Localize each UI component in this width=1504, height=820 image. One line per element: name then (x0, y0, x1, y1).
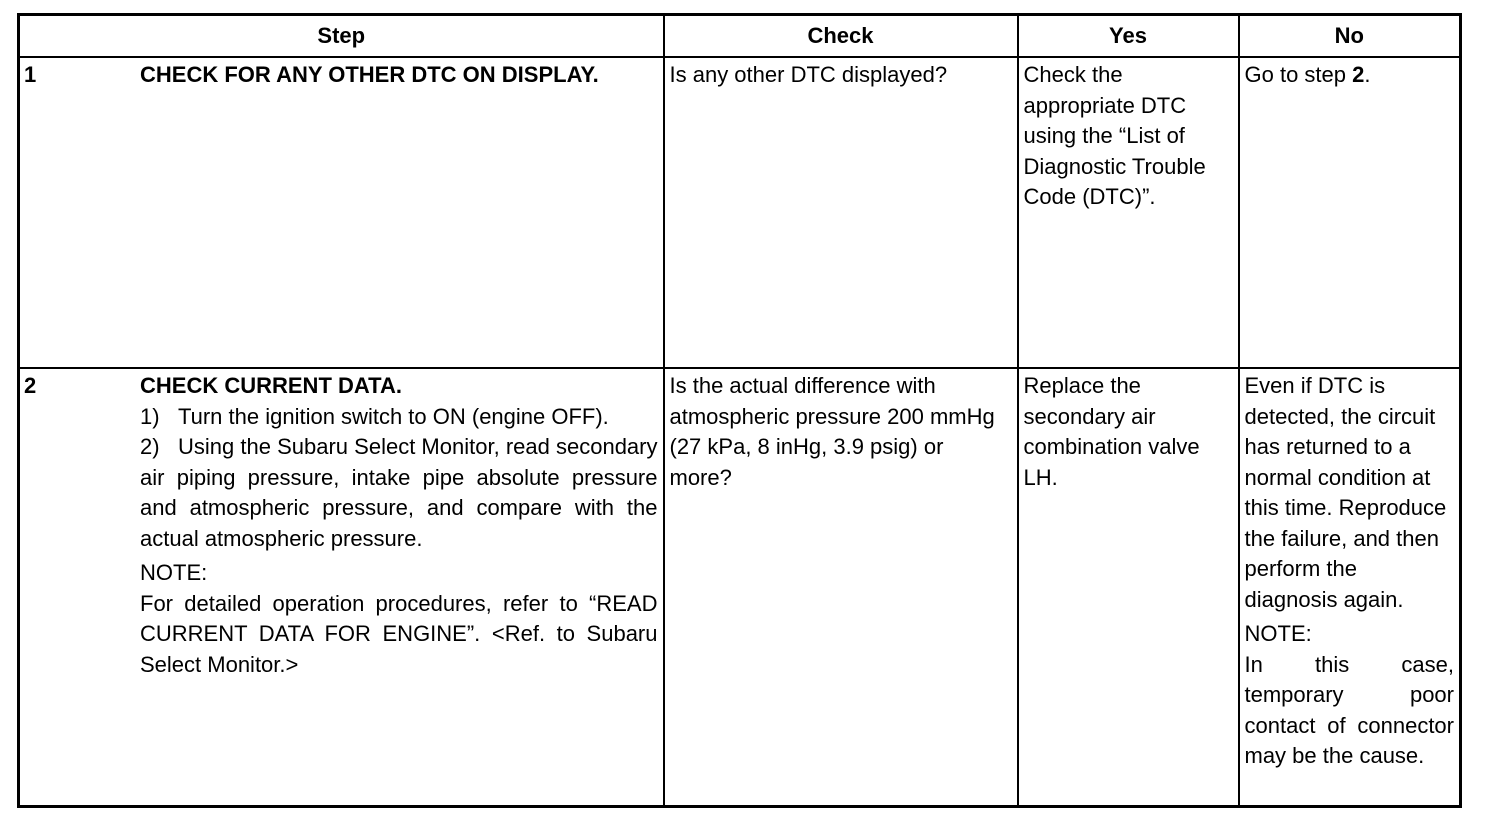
substep-text: Using the Subaru Select Monitor, read secondary air piping pressure, intake pipe absolute pressure and atmospheric pressure, and compare with the actual atmospheric pressure. (140, 434, 658, 551)
check-cell (664, 368, 1018, 806)
no-cell (1239, 368, 1461, 806)
no-text: Even if DTC is detected, the circuit has returned to a normal condition at this time. Reproduce the failure, and then perform the diagnosis again. (1244, 373, 1447, 612)
diagnostic-table (17, 13, 1462, 808)
yes-text: Replace the secondary air combination valve LH. (1023, 373, 1200, 490)
step-cell (19, 57, 664, 368)
substep-text: Turn the ignition switch to ON (engine OFF). (178, 403, 609, 429)
step-number: 1 (24, 62, 37, 87)
note-label: NOTE: (140, 560, 208, 585)
substep-number: 2) (140, 434, 160, 459)
no-note-label: NOTE: (1244, 621, 1312, 646)
step-title: CHECK CURRENT DATA. (140, 373, 402, 398)
column-header-yes: Yes (1018, 15, 1239, 58)
no-step-reference: 2 (1352, 62, 1365, 87)
no-text-prefix: Go to step (1244, 62, 1353, 87)
note-text: For detailed operation procedures, refer to “READ CURRENT DATA FOR ENGINE”. <Ref. to Subaru Select Monitor.> (140, 590, 658, 677)
step-number: 2 (24, 373, 37, 398)
yes-cell (1018, 57, 1239, 368)
no-note-text: In this case, temporary poor contact of connector may be the cause. (1244, 651, 1454, 768)
substep (140, 432, 658, 554)
table-row (19, 57, 1461, 368)
check-text: Is the actual difference with atmospheric pressure 200 mmHg (27 kPa, 8 inHg, 3.9 psig) or more? (669, 373, 995, 490)
yes-cell (1018, 368, 1239, 806)
substep (140, 402, 658, 433)
column-header-step: Step (19, 15, 664, 58)
no-text-suffix: . (1364, 62, 1371, 87)
step-cell (19, 368, 664, 806)
no-cell (1239, 57, 1461, 368)
yes-text: Check the appropriate DTC using the “List of Diagnostic Trouble Code (DTC)”. (1023, 62, 1206, 209)
substep-number: 1) (140, 403, 160, 429)
check-text: Is any other DTC displayed? (669, 62, 948, 87)
table-row (19, 368, 1461, 806)
step-title: CHECK FOR ANY OTHER DTC ON DISPLAY. (140, 62, 599, 87)
check-cell (664, 57, 1018, 368)
column-header-check: Check (664, 15, 1018, 58)
table-header-row (19, 15, 1461, 58)
column-header-no: No (1239, 15, 1461, 58)
